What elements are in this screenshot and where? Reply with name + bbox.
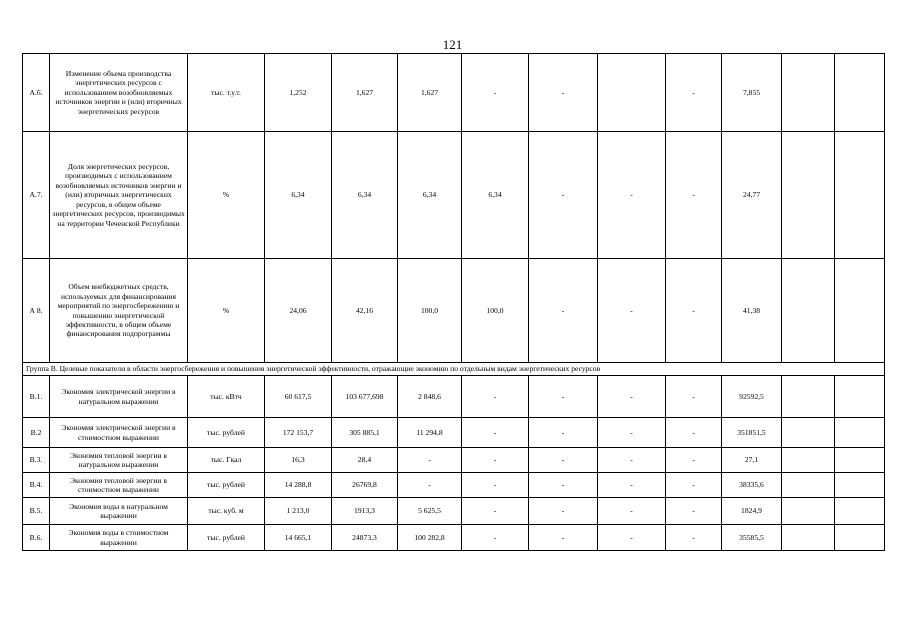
indicator-name: Экономия воды в стоимостном выражении xyxy=(50,525,188,551)
value-cell: - xyxy=(398,473,462,498)
value-cell: - xyxy=(666,418,722,448)
value-cell: - xyxy=(462,525,529,551)
indicator-code: В.3. xyxy=(23,448,50,473)
value-cell xyxy=(835,259,885,363)
value-cell: - xyxy=(462,498,529,525)
value-cell: 28,4 xyxy=(332,448,398,473)
indicator-unit: тыс. т.у.т. xyxy=(188,54,265,132)
indicator-code: В.1. xyxy=(23,376,50,418)
value-cell: - xyxy=(462,473,529,498)
indicators-table xyxy=(22,53,885,551)
value-cell: - xyxy=(666,132,722,259)
value-cell: - xyxy=(666,498,722,525)
indicator-name: Экономия тепловой энергии в натуральном выражении xyxy=(50,448,188,473)
value-cell xyxy=(782,498,835,525)
value-cell: - xyxy=(598,376,666,418)
value-cell: - xyxy=(529,473,598,498)
value-cell: - xyxy=(666,525,722,551)
value-cell xyxy=(782,259,835,363)
value-cell: 35585,5 xyxy=(722,525,782,551)
table-row xyxy=(23,473,885,498)
indicator-code: В.2 xyxy=(23,418,50,448)
indicator-name: Экономия тепловой энергии в стоимостном выражении xyxy=(50,473,188,498)
value-cell: - xyxy=(529,259,598,363)
value-cell: - xyxy=(462,448,529,473)
value-cell: - xyxy=(462,376,529,418)
value-cell xyxy=(782,448,835,473)
value-cell: - xyxy=(598,473,666,498)
value-cell xyxy=(835,376,885,418)
value-cell: 24873,3 xyxy=(332,525,398,551)
value-cell xyxy=(835,132,885,259)
table-row xyxy=(23,525,885,551)
value-cell: 1824,9 xyxy=(722,498,782,525)
value-cell xyxy=(598,54,666,132)
value-cell xyxy=(835,525,885,551)
value-cell: 14 288,8 xyxy=(265,473,332,498)
indicators-table-body xyxy=(23,54,885,551)
indicator-unit: тыс. рублей xyxy=(188,473,265,498)
value-cell: 6,34 xyxy=(332,132,398,259)
table-row xyxy=(23,498,885,525)
value-cell: 100 282,8 xyxy=(398,525,462,551)
value-cell xyxy=(782,132,835,259)
value-cell: - xyxy=(529,376,598,418)
value-cell: 2 848,6 xyxy=(398,376,462,418)
value-cell: 16,3 xyxy=(265,448,332,473)
value-cell: 6,34 xyxy=(265,132,332,259)
value-cell: - xyxy=(598,418,666,448)
value-cell: 24,77 xyxy=(722,132,782,259)
value-cell: 14 665,1 xyxy=(265,525,332,551)
value-cell: 305 885,1 xyxy=(332,418,398,448)
indicator-code: В.6. xyxy=(23,525,50,551)
value-cell xyxy=(835,54,885,132)
table-row xyxy=(23,376,885,418)
value-cell: - xyxy=(529,54,598,132)
value-cell: - xyxy=(398,448,462,473)
value-cell: - xyxy=(462,418,529,448)
value-cell: 1 213,0 xyxy=(265,498,332,525)
indicator-name: Объем внебюджетных средств, используемых для финансирования мероприятий по энергосбережению и повышению энергетической эффективности, в общем объеме финансирования подпрограммы xyxy=(50,259,188,363)
value-cell: - xyxy=(529,418,598,448)
value-cell: 6,34 xyxy=(398,132,462,259)
value-cell: 92592,5 xyxy=(722,376,782,418)
table-row xyxy=(23,132,885,259)
value-cell: 42,16 xyxy=(332,259,398,363)
indicator-code: А.7. xyxy=(23,132,50,259)
indicator-unit: тыс. Гкал xyxy=(188,448,265,473)
indicator-name: Экономия электрической энергии в натуральном выражении xyxy=(50,376,188,418)
value-cell xyxy=(782,525,835,551)
value-cell: 1,252 xyxy=(265,54,332,132)
value-cell: - xyxy=(529,525,598,551)
value-cell: - xyxy=(666,448,722,473)
value-cell: 6,34 xyxy=(462,132,529,259)
value-cell: 41,38 xyxy=(722,259,782,363)
value-cell: - xyxy=(529,132,598,259)
value-cell: 100,0 xyxy=(462,259,529,363)
value-cell: 103 677,698 xyxy=(332,376,398,418)
indicator-code: В.4. xyxy=(23,473,50,498)
value-cell: 1,627 xyxy=(332,54,398,132)
value-cell: 38335,6 xyxy=(722,473,782,498)
value-cell: 26769,8 xyxy=(332,473,398,498)
value-cell: - xyxy=(666,473,722,498)
value-cell: - xyxy=(529,448,598,473)
value-cell: - xyxy=(598,259,666,363)
indicator-unit: % xyxy=(188,132,265,259)
value-cell: - xyxy=(598,132,666,259)
indicator-name: Экономия электрической энергии в стоимостном выражении xyxy=(50,418,188,448)
indicator-code: В.5. xyxy=(23,498,50,525)
table-row xyxy=(23,418,885,448)
value-cell: 1,627 xyxy=(398,54,462,132)
value-cell xyxy=(835,473,885,498)
indicator-unit: тыс. куб. м xyxy=(188,498,265,525)
value-cell: 60 617,5 xyxy=(265,376,332,418)
value-cell: 5 625,5 xyxy=(398,498,462,525)
table-row xyxy=(23,259,885,363)
indicator-code: А 8. xyxy=(23,259,50,363)
group-title: Группа В. Целевые показатели в области энергосбережения и повышения энергетической эффективности, отражающие экономию по отдельным видам энергетических ресурсов xyxy=(23,363,885,376)
value-cell: - xyxy=(666,54,722,132)
value-cell xyxy=(782,473,835,498)
value-cell: 11 294,8 xyxy=(398,418,462,448)
value-cell: 351851,5 xyxy=(722,418,782,448)
indicator-unit: тыс. кВтч xyxy=(188,376,265,418)
indicator-code: А.6. xyxy=(23,54,50,132)
table-row xyxy=(23,54,885,132)
value-cell xyxy=(782,418,835,448)
indicator-name: Доля энергетических ресурсов, производимых с использованием возобновляемых источников энергии и (или) вторичных энергетических ресурсов, в общем объеме энергетических ресурсов, производимых на территории Чеченской Республики xyxy=(50,132,188,259)
value-cell: - xyxy=(598,498,666,525)
indicator-unit: % xyxy=(188,259,265,363)
value-cell: 7,855 xyxy=(722,54,782,132)
value-cell: - xyxy=(666,376,722,418)
indicator-unit: тыс. рублей xyxy=(188,418,265,448)
table-row xyxy=(23,448,885,473)
value-cell xyxy=(835,448,885,473)
value-cell: - xyxy=(462,54,529,132)
value-cell xyxy=(782,54,835,132)
value-cell: - xyxy=(598,448,666,473)
value-cell: 1913,3 xyxy=(332,498,398,525)
value-cell: - xyxy=(666,259,722,363)
group-header-row xyxy=(23,363,885,376)
value-cell: 24,06 xyxy=(265,259,332,363)
indicator-unit: тыс. рублей xyxy=(188,525,265,551)
value-cell: 172 153,7 xyxy=(265,418,332,448)
indicator-name: Экономия воды в натуральном выражении xyxy=(50,498,188,525)
value-cell: - xyxy=(598,525,666,551)
value-cell xyxy=(835,418,885,448)
value-cell: 27,1 xyxy=(722,448,782,473)
value-cell xyxy=(835,498,885,525)
indicator-name: Изменение объема производства энергетических ресурсов с использованием возобновляемых источников энергии и (или) вторичных энергетических ресурсов xyxy=(50,54,188,132)
value-cell: - xyxy=(529,498,598,525)
page-number: 121 xyxy=(442,37,463,52)
value-cell: 100,0 xyxy=(398,259,462,363)
value-cell xyxy=(782,376,835,418)
